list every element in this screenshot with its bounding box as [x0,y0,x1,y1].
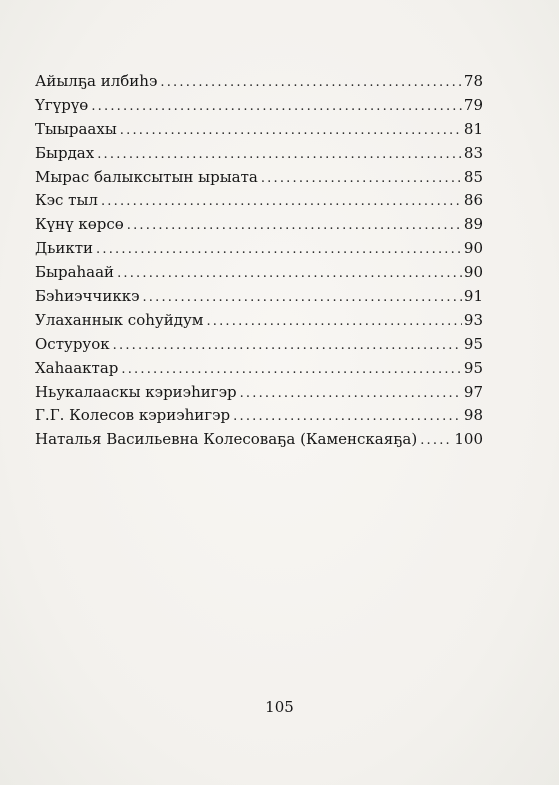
toc-entry-page: 86 [463,191,483,210]
toc-entry-title: Наталья Васильевна Колесоваҕа (Каменскаяҕа) [35,430,418,449]
toc-entry-title: Быраһаай [35,263,115,282]
toc-leader-dots [142,286,461,310]
toc-entry [35,404,483,428]
table-of-contents [35,70,483,452]
toc-entry-title: Бырдах [35,143,95,162]
toc-entry [35,357,483,381]
toc-leader-dots [233,405,462,429]
toc-leader-dots [121,358,462,382]
toc-entry [35,189,483,213]
toc-entry-title: Тыыраахы [35,119,117,138]
toc-entry [35,285,483,309]
toc-entry-title: Мырас балыксытын ырыата [35,167,258,186]
toc-entry-page: 91 [463,287,483,306]
toc-entry [35,70,483,94]
toc-entry-title: Үгүрүө [35,95,89,114]
toc-entry [35,118,483,142]
toc-entry-page: 78 [463,72,483,90]
toc-entry [35,166,483,190]
toc-entry-page: 97 [463,382,483,401]
toc-entry-title: Дьикти [35,239,94,258]
toc-leader-dots [240,382,462,406]
toc-leader-dots [117,262,462,286]
toc-entry-title: Улаханнык соһуйдум [35,310,204,329]
toc-entry-title: Ньукалааскы кэриэһигэр [35,382,237,401]
toc-entry-page: 98 [463,406,483,425]
toc-entry [35,261,483,285]
toc-leader-dots [113,334,462,358]
toc-entry [35,381,483,405]
toc-entry-page: 85 [463,167,483,186]
toc-entry [35,213,483,237]
toc-leader-dots [97,143,462,167]
toc-leader-dots [206,310,461,334]
toc-entry-page: 83 [463,143,483,162]
toc-entry-page: 90 [463,239,483,258]
toc-entry [35,309,483,333]
toc-leader-dots [127,214,462,238]
toc-leader-dots [120,119,462,143]
toc-entry-page: 95 [463,358,483,377]
toc-leader-dots [160,71,462,95]
page-number: 105 [265,698,294,716]
toc-entry [35,428,483,452]
toc-entry-page: 93 [463,310,483,329]
toc-leader-dots [420,429,452,453]
toc-entry [35,94,483,118]
toc-leader-dots [101,190,462,214]
toc-entry-title: Хаһаактар [35,358,119,377]
toc-entry-page: 95 [463,334,483,353]
toc-leader-dots [91,95,462,119]
toc-entry-title: Бэһиэччиккэ [35,287,140,306]
toc-entry-title: Остуруок [35,334,110,353]
toc-entry-title: Айылҕа илбиһэ [35,72,158,90]
toc-entry [35,142,483,166]
toc-entry-title: Кэс тыл [35,191,98,210]
toc-entry-page: 89 [463,215,483,234]
toc-leader-dots [261,167,462,191]
toc-entry-title: Г.Г. Колесов кэриэһигэр [35,406,231,425]
toc-entry [35,237,483,261]
toc-entry-title: Күнү көрсө [35,215,124,234]
toc-entry-page: 90 [463,263,483,282]
toc-entry-page: 100 [454,430,483,449]
toc-entry [35,333,483,357]
toc-entry-page: 79 [463,95,483,114]
toc-entry-page: 81 [463,119,483,138]
toc-leader-dots [96,238,462,262]
